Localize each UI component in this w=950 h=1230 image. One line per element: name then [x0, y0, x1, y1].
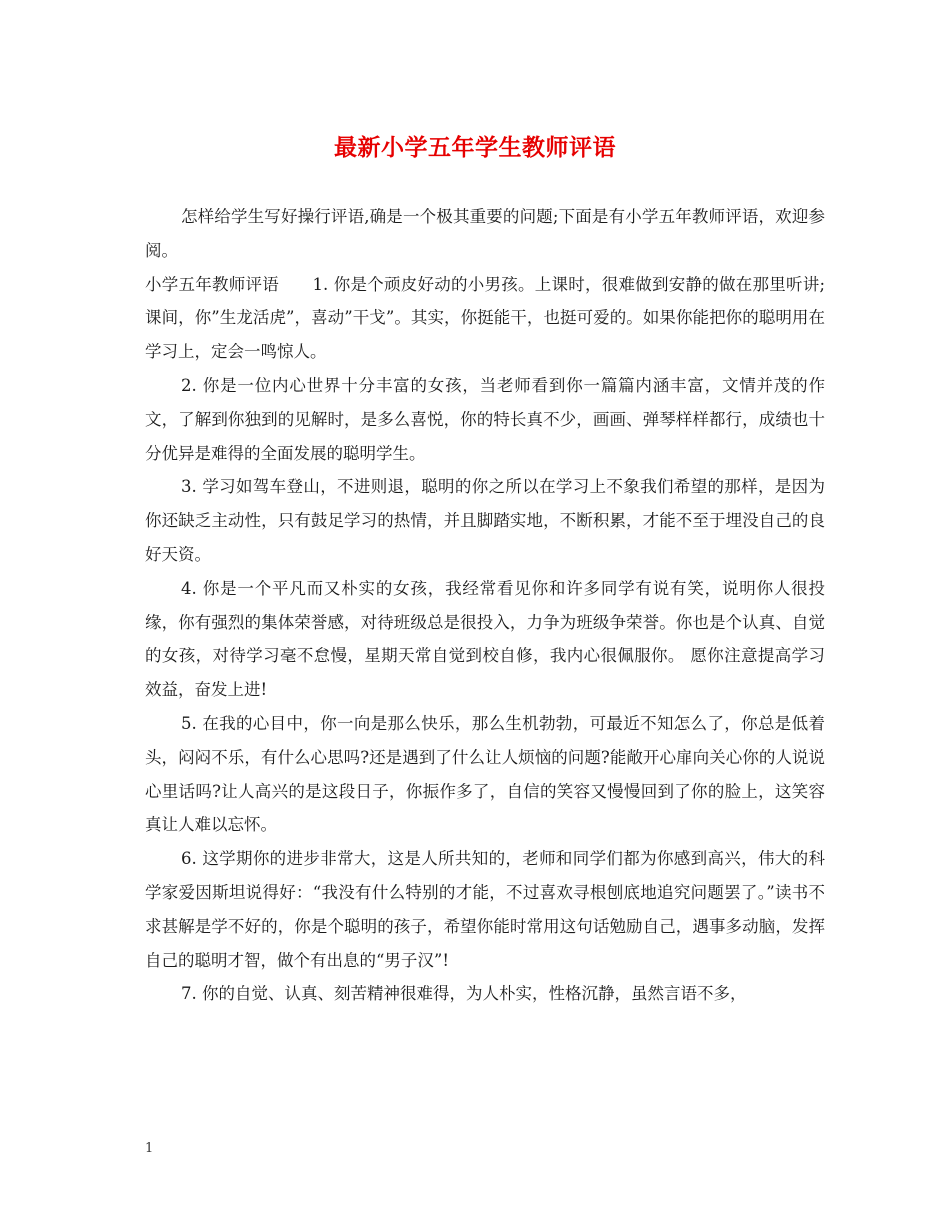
document-title: 最新小学五年学生教师评语: [334, 134, 616, 161]
comment-paragraph-5: 5. 在我的心目中，你一向是那么快乐，那么生机勃勃，可最近不知怎么了，你总是低着头，闷闷不乐，有什么心思吗?还是遇到了什么让人烦恼的问题?能敞开心扉向关心你的人说说心里话吗?让人高兴的是这段日子，你振作多了，自信的笑容又慢慢回到了你的脸上，这笑容真让人难以忘怀。: [145, 713, 825, 835]
comment-paragraph-6: 6. 这学期你的进步非常大，这是人所共知的，老师和同学们都为你感到高兴，伟大的科学家爱因斯坦说得好：“我没有什么特别的才能，不过喜欢寻根刨底地追究问题罢了。”读书不求甚解是学不好的，你是个聪明的孩子，希望你能时常用这句话勉励自己，遇事多动脑，发挥自己的聪明才智，做个有出息的“男子汉”!: [145, 849, 825, 970]
comment-paragraph-7: 7. 你的自觉、认真、刻苦精神很难得，为人朴实，性格沉静，虽然言语不多，: [181, 984, 747, 1004]
comment-paragraph-3: 3. 学习如驾车登山，不进则退，聪明的你之所以在学习上不象我们希望的那样，是因为你还缺乏主动性，只有鼓足学习的热情，并且脚踏实地，不断积累，才能不至于埋没自己的良好天资。: [145, 477, 825, 564]
comment-paragraph-1: 小学五年教师评语 1. 你是个顽皮好动的小男孩。上课时，很难做到安静的做在那里听讲;课间，你”生龙活虎”，喜动”干戈”。其实，你挺能干，也挺可爱的。如果你能把你的聪明用在学习上，定会一鸣惊人。: [145, 274, 825, 362]
comment-paragraph-2: 2. 你是一位内心世界十分丰富的女孩，当老师看到你一篇篇内涵丰富，文情并茂的作文，了解到你独到的见解时，是多么喜悦，你的特长真不少，画画、弹琴样样都行，成绩也十分优异是难得的全面发展的聪明学生。: [145, 375, 825, 463]
document-body: [145, 200, 825, 1011]
intro-paragraph: 怎样给学生写好操行评语,确是一个极其重要的问题;下面是有小学五年教师评语，欢迎参阅。: [145, 207, 825, 260]
comment-paragraph-4: 4. 你是一个平凡而又朴实的女孩，我经常看见你和许多同学有说有笑，说明你人很投缘，你有强烈的集体荣誉感，对待班级总是很投入，力争为班级争荣誉。你也是个认真、自觉的女孩，对待学习毫不怠慢，星期天常自觉到校自修，我内心很佩服你。 愿你注意提高学习效益，奋发上进!: [145, 578, 825, 700]
page-number: 1: [145, 1141, 154, 1156]
